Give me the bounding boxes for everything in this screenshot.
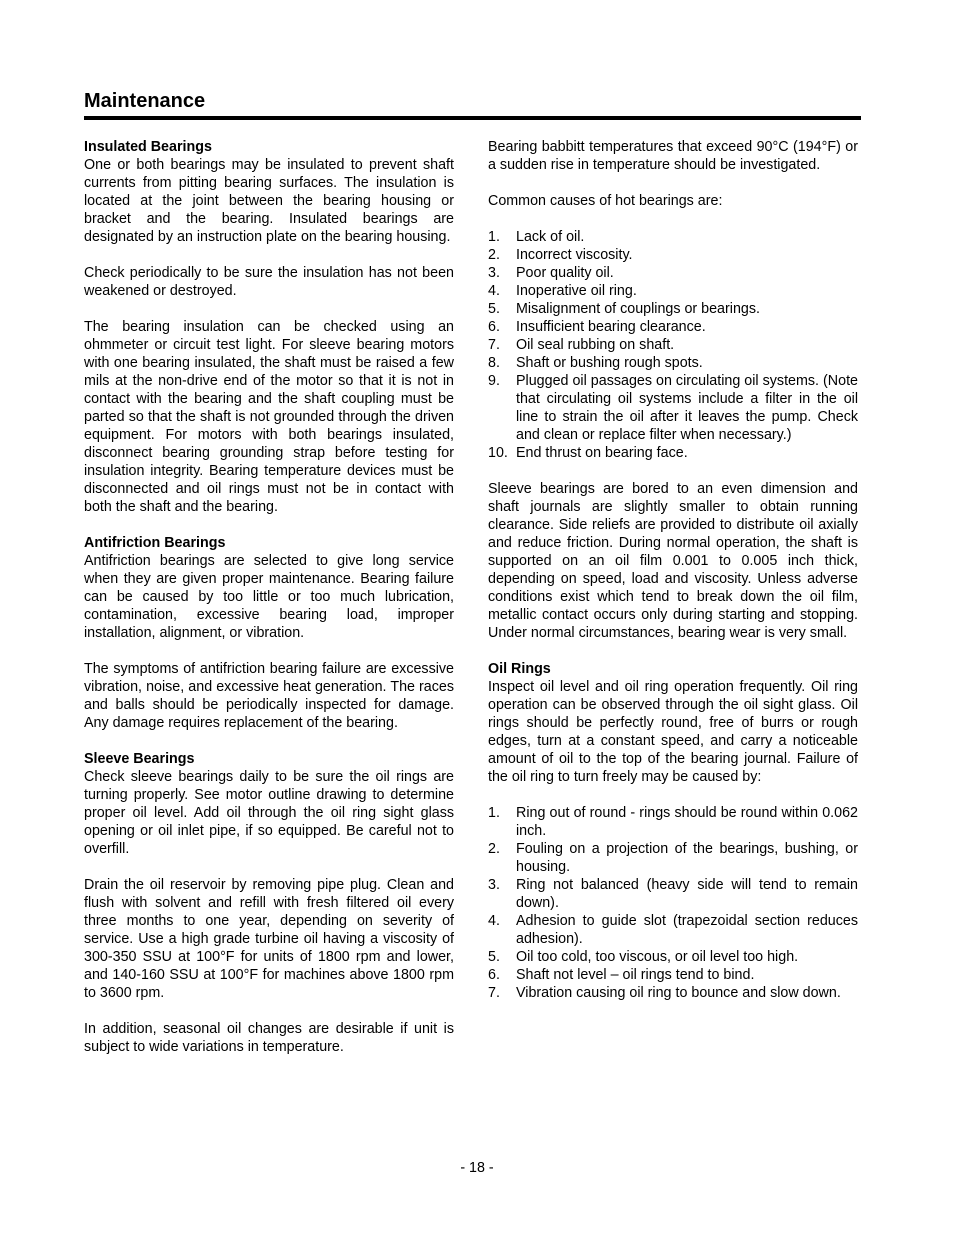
antifriction-bearings-heading: Antifriction Bearings [84, 535, 226, 551]
list-item: 1. Lack of oil. [488, 229, 585, 245]
list-item: 3. Ring not balanced (heavy side will tend to remain down). [488, 877, 858, 911]
list-item: 4. Adhesion to guide slot (trapezoidal section reduces adhesion). [488, 913, 858, 947]
sleeve-bearings-bored-paragraph: Sleeve bearings are bored to an even dimension and shaft journals are slightly smaller to obtain running clearance. Side reliefs are provided to distribute oil axially and reduce friction. During normal operation, the shaft is supported on an oil film 0.001 to 0.005 inch thick, depending on speed, load and viscosity. Unless adverse conditions exist which tend to break down the oil film, metallic contact occurs only during starting and stopping. Under normal circumstances, bearing wear is very small. [488, 481, 858, 641]
list-item: 5. Oil too cold, too viscous, or oil level too high. [488, 949, 799, 965]
list-item: 2. Incorrect viscosity. [488, 247, 633, 263]
list-item: 5. Misalignment of couplings or bearings. [488, 301, 760, 317]
hot-bearing-causes-list [488, 228, 858, 462]
list-item: 9. Plugged oil passages on circulating oil systems. (Note that circulating oil systems include a filter in the oil line to strain the oil after it leaves the pump. Check and clean or replace filter when necessary.) [488, 373, 858, 443]
page-number: - 18 - [460, 1160, 494, 1176]
right-column [488, 138, 858, 1002]
insulated-bearings-paragraph-3: The bearing insulation can be checked using an ohmmeter or circuit test light. For sleeve bearing motors with one bearing insulated, the shaft must be raised a few mils at the non-drive end of the motor so that it is not in contact with the bearing and the shaft coupling must be parted so that the shaft is not grounded through the driven equipment. For motors with both bearings insulated, disconnect bearing grounding strap before testing for insulation integrity. Bearing temperature devices must be disconnected and oil rings must not be in contact with both the shaft and the bearing. [84, 319, 454, 515]
antifriction-bearings-paragraph-2: The symptoms of antifriction bearing failure are excessive vibration, noise, and excessive heat generation. The races and balls should be periodically inspected for damage. Any damage requires replacement of the bearing. [84, 661, 454, 731]
sleeve-bearings-paragraph-1: Check sleeve bearings daily to be sure the oil rings are turning properly. See motor outline drawing to determine proper oil level. Add oil through the oil ring sight glass opening or oil inlet pipe, if so equipped. Be careful not to overfill. [84, 769, 454, 857]
list-item: 4. Inoperative oil ring. [488, 283, 637, 299]
antifriction-bearings-paragraph-1: Antifriction bearings are selected to give long service when they are given proper maintenance. Bearing failure can be caused by too little or too much lubrication, contamination, excessive bearing load, improper installation, alignment, or vibration. [84, 553, 454, 641]
list-item: 2. Fouling on a projection of the bearings, bushing, or housing. [488, 841, 858, 875]
oil-rings-heading: Oil Rings [488, 661, 551, 677]
hot-bearings-intro: Common causes of hot bearings are: [488, 193, 723, 209]
list-item: 6. Shaft not level – oil rings tend to bind. [488, 967, 755, 983]
insulated-bearings-paragraph-2: Check periodically to be sure the insulation has not been weakened or destroyed. [84, 265, 454, 299]
insulated-bearings-paragraph-1: One or both bearings may be insulated to prevent shaft currents from pitting bearing surfaces. The insulation is located at the joint between the bearing housing or bracket and the bearing. Insulated bearings are designated by an instruction plate on the bearing housing. [84, 157, 454, 245]
list-item: 8. Shaft or bushing rough spots. [488, 355, 703, 371]
list-item: 7. Oil seal rubbing on shaft. [488, 337, 675, 353]
title-rule [84, 116, 861, 120]
sleeve-bearings-paragraph-3: In addition, seasonal oil changes are desirable if unit is subject to wide variations in temperature. [84, 1021, 454, 1055]
list-item: 1. Ring out of round - rings should be round within 0.062 inch. [488, 805, 858, 839]
sleeve-bearings-heading: Sleeve Bearings [84, 751, 195, 767]
insulated-bearings-heading: Insulated Bearings [84, 139, 212, 155]
page-title: Maintenance [84, 90, 206, 112]
oil-ring-failure-causes-list [488, 804, 858, 1002]
list-item: 3. Poor quality oil. [488, 265, 614, 281]
list-item: 10. End thrust on bearing face. [488, 445, 688, 461]
list-item: 7. Vibration causing oil ring to bounce and slow down. [488, 985, 841, 1001]
sleeve-bearings-paragraph-2: Drain the oil reservoir by removing pipe plug. Clean and flush with solvent and refill with fresh filtered oil every three months to one year, depending on severity of service. Use a high grade turbine oil having a viscosity of 300-350 SSU at 100°F for units of 1800 rpm and lower, and 140-160 SSU at 100°F for machines above 1800 rpm to 3600 rpm. [84, 877, 454, 1001]
left-column [84, 138, 454, 1056]
list-item: 6. Insufficient bearing clearance. [488, 319, 706, 335]
oil-rings-paragraph: Inspect oil level and oil ring operation frequently. Oil ring operation can be observed through the oil sight glass. Oil rings should be perfectly round, free of burrs or rough edges, turn at a constant speed, and carry a noticeable amount of oil to the top of the bearing journal. Failure of the oil ring to turn freely may be caused by: [488, 679, 858, 785]
babbitt-temperature-paragraph: Bearing babbitt temperatures that exceed 90°C (194°F) or a sudden rise in temperature should be investigated. [488, 139, 858, 173]
